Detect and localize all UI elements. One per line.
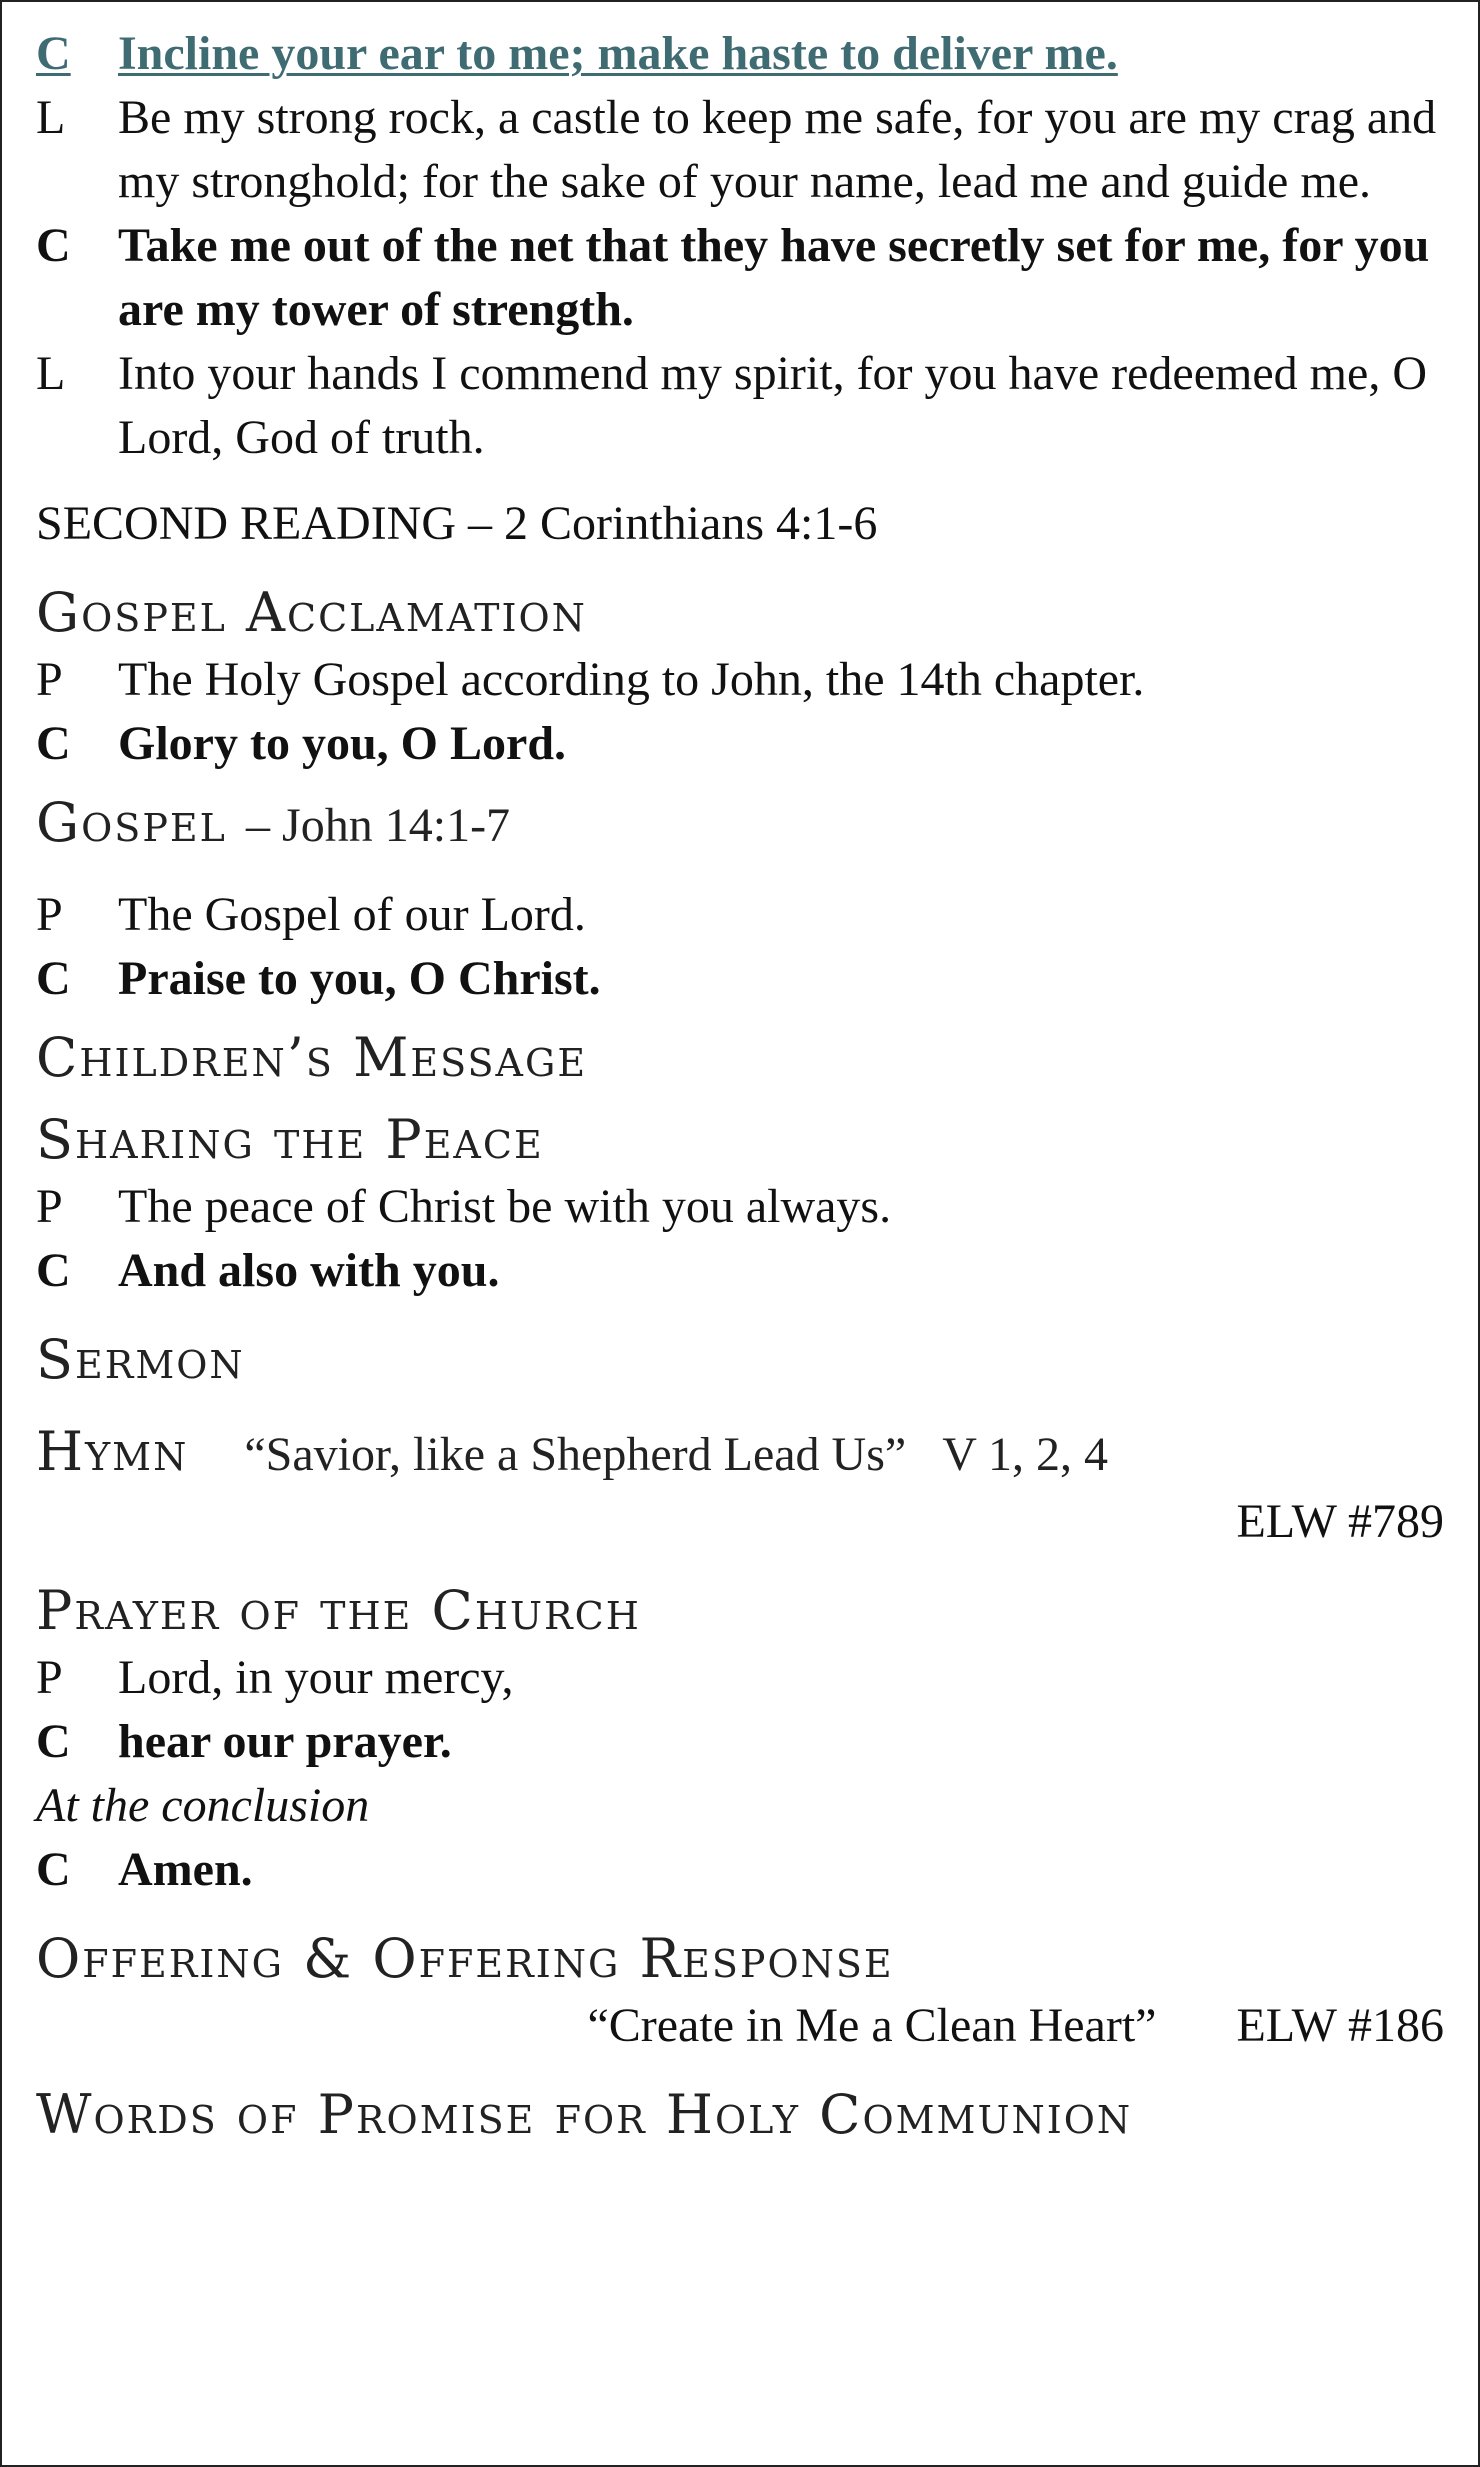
speaker-label: C [36, 1244, 71, 1297]
psalm-line [36, 86, 1444, 214]
sermon-heading: Sermon [36, 1328, 245, 1391]
psalm-line [36, 22, 1444, 86]
offering-title: “Create in Me a Clean Heart” [587, 1999, 1157, 2052]
psalm-text: Into your hands I commend my spirit, for you have redeemed me, O Lord, God of truth. [118, 347, 1427, 464]
dialogue-text: The peace of Christ be with you always. [118, 1180, 892, 1233]
prayer-heading: Prayer of the Church [36, 1579, 641, 1642]
psalm-text: Take me out of the net that they have secretly set for me, for you are my tower of strength. [118, 219, 1430, 336]
dialogue-line [36, 712, 1444, 776]
hymn-number: ELW #789 [1236, 1495, 1444, 1548]
dialogue-line [36, 947, 1444, 1011]
dialogue-line [36, 1239, 1444, 1303]
dialogue-text: Praise to you, O Christ. [118, 952, 601, 1005]
dialogue-text: And also with you. [118, 1244, 500, 1297]
offering-response [36, 1994, 1444, 2058]
gospel-heading-line [36, 788, 1444, 861]
offering-heading: Offering & Offering Response [36, 1927, 894, 1990]
speaker-label: L [36, 91, 66, 144]
speaker-label: P [36, 888, 63, 941]
dialogue-line [36, 1710, 1444, 1774]
speaker-label: C [36, 1715, 71, 1768]
dialogue-text: The Holy Gospel according to John, the 14th chapter. [118, 653, 1145, 706]
dialogue-text: Lord, in your mercy, [118, 1651, 514, 1704]
hymn-verses: V 1, 2, 4 [942, 1428, 1108, 1481]
dialogue-line [36, 1175, 1444, 1239]
offering-number: ELW #186 [1236, 1999, 1444, 2052]
speaker-label: P [36, 1651, 63, 1704]
psalm-line [36, 342, 1444, 470]
hymn-title: “Savior, like a Shepherd Lead Us” [244, 1428, 907, 1481]
dialogue-text: Glory to you, O Lord. [118, 717, 567, 770]
speaker-label: C [36, 219, 71, 272]
speaker-label: C [36, 27, 71, 80]
speaker-label: C [36, 952, 71, 1005]
dialogue-text: Amen. [118, 1843, 253, 1896]
second-reading: SECOND READING – 2 Corinthians 4:1-6 [36, 497, 878, 550]
psalm-text: Be my strong rock, a castle to keep me safe, for you are my crag and my stronghold; for the sake of your name, lead me and guide me. [118, 91, 1437, 208]
speaker-label: P [36, 1180, 63, 1233]
speaker-label: C [36, 717, 71, 770]
prayer-rubric: At the conclusion [36, 1779, 370, 1832]
peace-heading: Sharing the Peace [36, 1108, 544, 1171]
dialogue-line [36, 1838, 1444, 1902]
communion-heading: Words of Promise for Holy Communion [36, 2083, 1133, 2146]
dialogue-text: The Gospel of our Lord. [118, 888, 586, 941]
gospel-reference: – John 14:1-7 [246, 799, 511, 852]
dialogue-line [36, 883, 1444, 947]
speaker-label: P [36, 653, 63, 706]
speaker-label: C [36, 1843, 71, 1896]
speaker-label: L [36, 347, 66, 400]
gospel-heading: Gospel [36, 791, 227, 854]
dialogue-text: hear our prayer. [118, 1715, 452, 1768]
hymn-heading: Hymn [36, 1420, 189, 1483]
psalm-text: Incline your ear to me; make haste to deliver me. [118, 27, 1118, 80]
dialogue-line [36, 648, 1444, 712]
gospel-acclamation-heading: Gospel Acclamation [36, 581, 587, 644]
hymn-line [36, 1417, 1444, 1490]
childrens-message-heading: Children’s Message [36, 1026, 588, 1089]
psalm-line [36, 214, 1444, 342]
dialogue-line [36, 1646, 1444, 1710]
